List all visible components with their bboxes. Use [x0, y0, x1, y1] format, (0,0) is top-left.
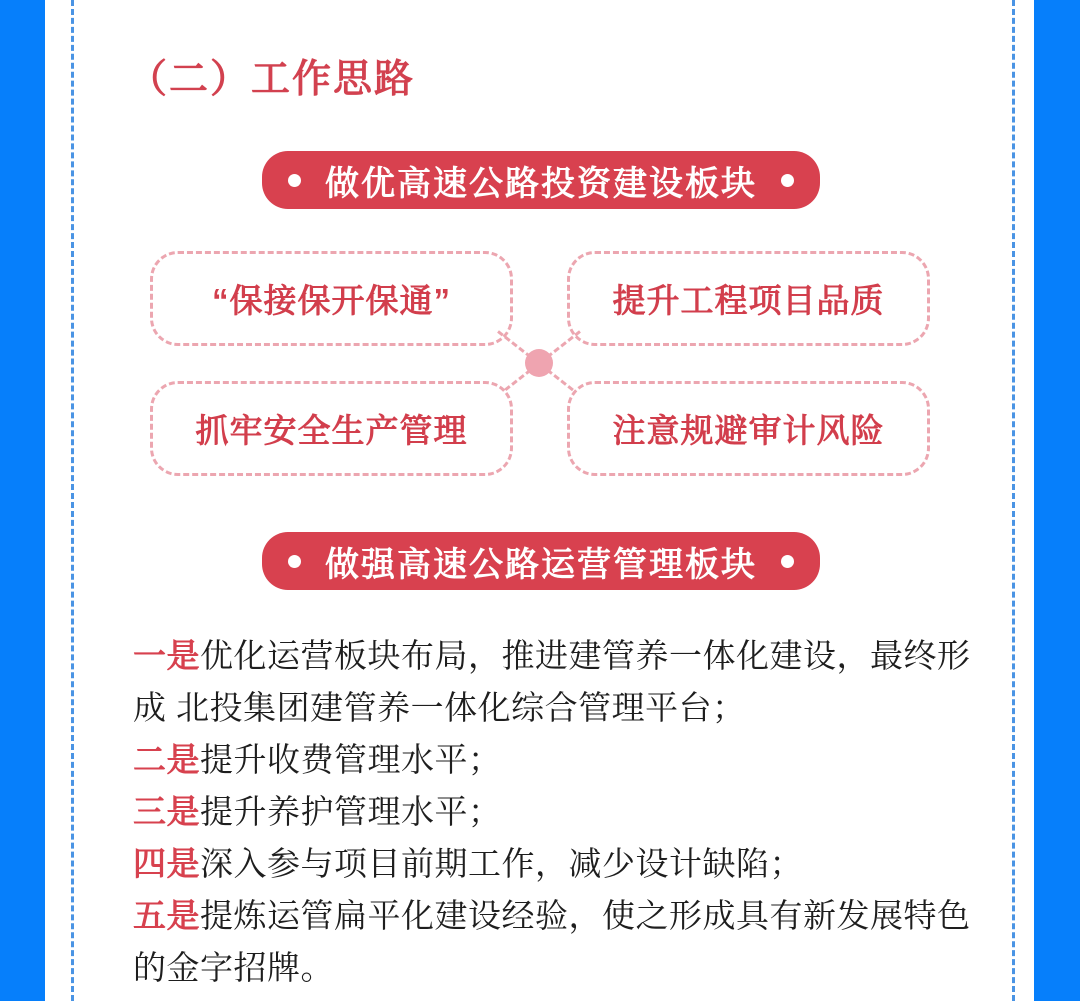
work-point-label: “保接保开保通”	[212, 282, 451, 319]
bullet-dot-icon	[288, 555, 301, 568]
note-marker: 四是	[133, 845, 200, 882]
work-point-label: 注意规避审计风险	[612, 412, 885, 449]
note-text: 深入参与项目前期工作，减少设计缺陷；	[200, 845, 803, 882]
banner-label: 做强高速公路运营管理板块	[325, 545, 757, 584]
work-point-label: 抓牢安全生产管理	[195, 412, 468, 449]
note-item	[133, 890, 978, 994]
work-point-box	[567, 381, 930, 476]
notes-block	[133, 630, 978, 994]
work-point-box	[150, 381, 513, 476]
note-text: 优化运营板块布局，推进建管养一体化建设，最终形成 北投集团建管养一体化综合管理平台；	[133, 637, 971, 726]
note-marker: 一是	[133, 637, 200, 674]
work-point-box	[150, 251, 513, 346]
note-marker: 二是	[133, 741, 200, 778]
note-item	[133, 734, 978, 786]
connector-dot-icon	[525, 349, 553, 377]
bullet-dot-icon	[781, 555, 794, 568]
work-point-label: 提升工程项目品质	[612, 282, 885, 319]
note-item	[133, 786, 978, 838]
left-blue-bar	[0, 0, 45, 1001]
bullet-dot-icon	[288, 174, 301, 187]
note-marker: 五是	[133, 897, 200, 934]
note-item	[133, 630, 978, 734]
right-dashed-border	[1012, 0, 1015, 1001]
note-marker: 三是	[133, 793, 200, 830]
section-heading: （二）工作思路	[128, 58, 416, 101]
banner-label: 做优高速公路投资建设板块	[325, 164, 757, 203]
banner-investment-construction	[262, 151, 820, 209]
note-text: 提升养护管理水平；	[200, 793, 502, 830]
bullet-dot-icon	[781, 174, 794, 187]
note-item	[133, 838, 978, 890]
note-text: 提升收费管理水平；	[200, 741, 502, 778]
right-blue-bar	[1034, 0, 1080, 1001]
banner-operation-management	[262, 532, 820, 590]
note-text: 提炼运管扁平化建设经验，使之形成具有新发展特色的金字招牌。	[133, 897, 971, 986]
work-point-box	[567, 251, 930, 346]
left-dashed-border	[71, 0, 74, 1001]
